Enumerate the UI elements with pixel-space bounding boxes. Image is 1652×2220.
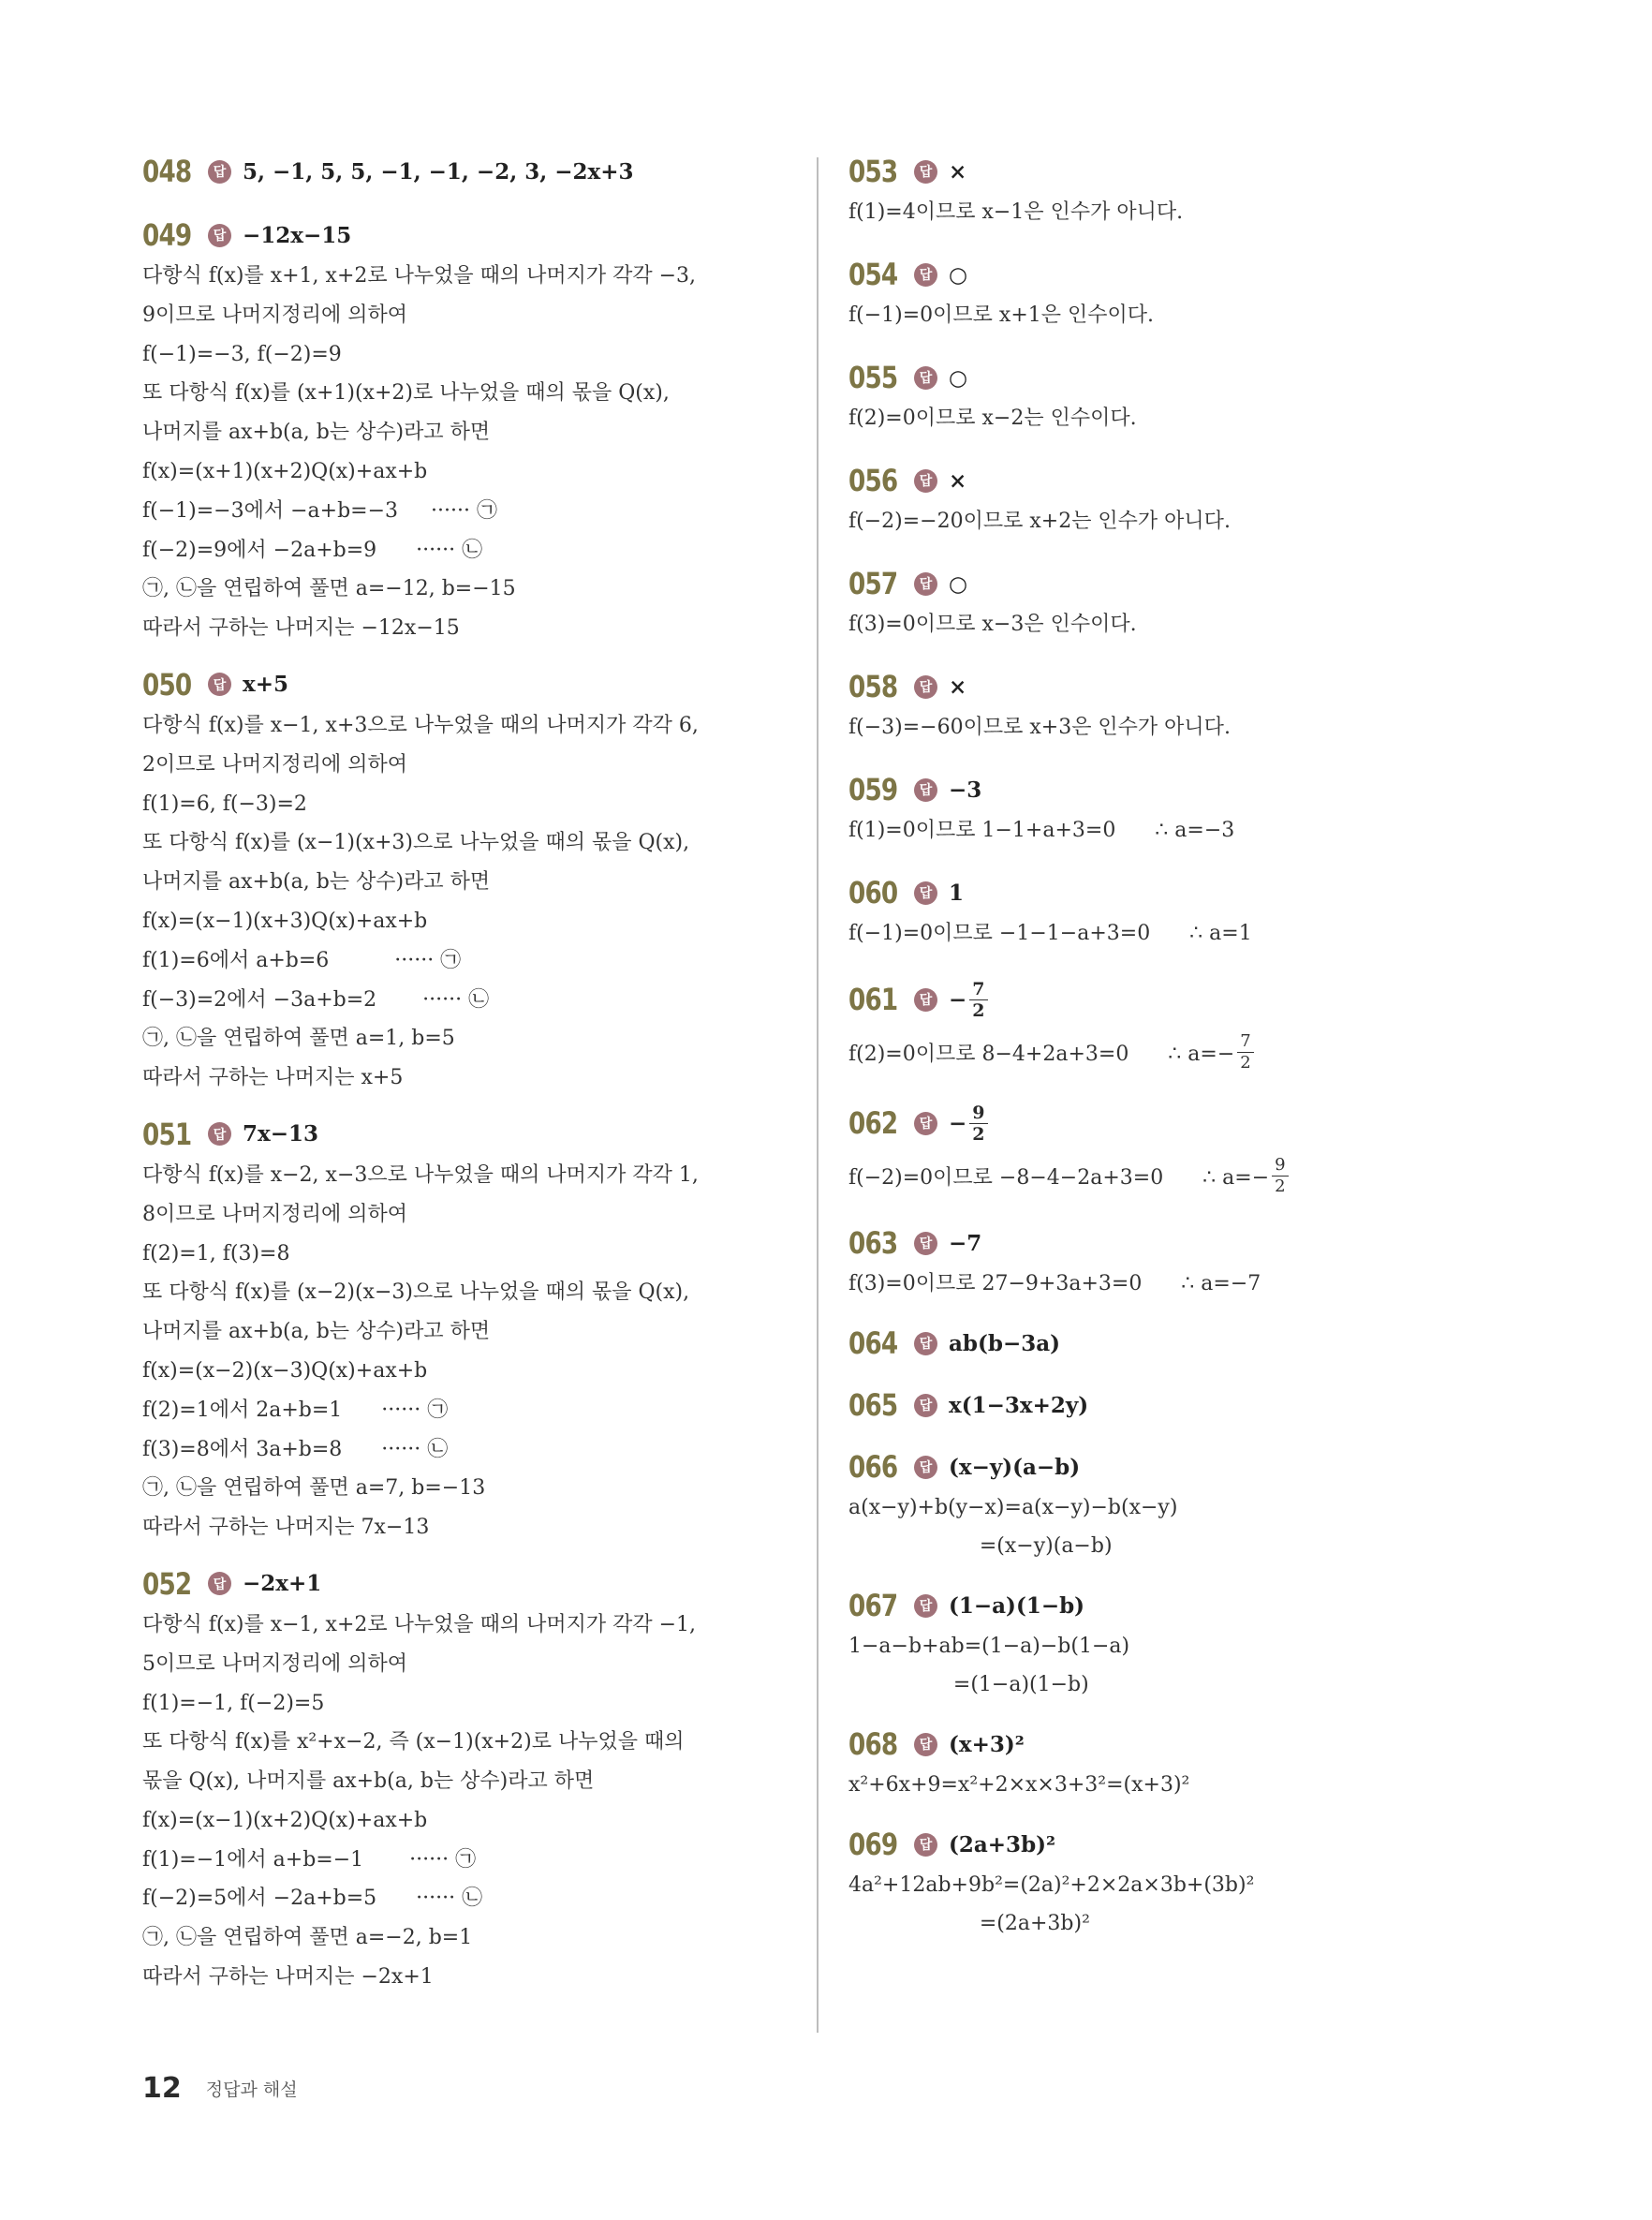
- solution-line: f(x)=(x−2)(x−3)Q(x)+ax+b: [142, 1358, 428, 1383]
- solution-text: [848, 1627, 1429, 1704]
- problem-number: 063: [848, 1225, 898, 1261]
- solution-line: f(x)=(x−1)(x+3)Q(x)+ax+b: [142, 909, 428, 933]
- solution-line: =(x−y)(a−b): [848, 1534, 1113, 1558]
- problem-number: 065: [848, 1387, 898, 1423]
- solution-line: f(1)=−1에서 a+b=−1 ······ ㉠: [142, 1847, 477, 1872]
- answer: −3: [949, 777, 982, 803]
- answer-tag-icon: 답: [208, 1572, 231, 1595]
- section-label: 정답과 해설: [205, 2079, 298, 2100]
- problem-number: 064: [848, 1325, 898, 1361]
- answer-tag-icon: 답: [914, 366, 937, 390]
- problem-number: 054: [848, 257, 898, 292]
- solution-line: 4a²+12ab+9b²=(2a)²+2×2a×3b+(3b)²: [848, 1873, 1255, 1897]
- problem-064: [848, 1322, 1429, 1365]
- answer-tag-icon: 답: [914, 778, 937, 802]
- solution-line: f(−1)=−3, f(−2)=9: [142, 342, 342, 366]
- solution-text: [142, 706, 798, 1098]
- solution-line: 다항식 f(x)를 x−2, x−3으로 나누었을 때의 나머지가 각각 1,: [142, 1162, 699, 1187]
- left-column: [142, 150, 798, 1997]
- column-divider: [817, 157, 819, 2033]
- answer: 1: [949, 880, 965, 906]
- answer-tag-icon: 답: [914, 675, 937, 699]
- solution-line: 따라서 구하는 나머지는 x+5: [142, 1066, 404, 1090]
- answer-fraction: [969, 1103, 987, 1145]
- answer-tag-icon: 답: [914, 160, 937, 184]
- answer-tag-icon: 답: [914, 469, 937, 493]
- problem-060: [848, 871, 1429, 953]
- fraction-denominator: 2: [1275, 1176, 1286, 1196]
- problem-number: 048: [142, 154, 192, 189]
- problem-069: [848, 1823, 1429, 1943]
- problem-063: [848, 1221, 1429, 1303]
- answer-tag-icon: 답: [208, 673, 231, 696]
- problem-number: 061: [848, 982, 898, 1017]
- solution-text: [142, 257, 798, 648]
- problem-052: [142, 1562, 798, 1997]
- solution-text: [848, 1866, 1429, 1943]
- answer: 7x−13: [243, 1121, 318, 1147]
- solution-text: [848, 1488, 1429, 1565]
- answer: ○: [949, 364, 968, 391]
- solution-line: 9이므로 나머지정리에 의하여: [142, 303, 408, 327]
- problem-059: [848, 768, 1429, 850]
- answer-tag-icon: 답: [914, 1833, 937, 1857]
- problem-061: [848, 974, 1429, 1079]
- solution-text: f(2)=0이므로 8−4+2a+3=0 ∴ a=−: [848, 1042, 1235, 1066]
- problem-number: 067: [848, 1588, 898, 1623]
- solution-line: f(−2)=5에서 −2a+b=5 ······ ㉡: [142, 1887, 483, 1911]
- solution-fraction: [1237, 1031, 1253, 1073]
- solution-line: ㉠, ㉡을 연립하여 풀면 a=1, b=5: [142, 1027, 455, 1051]
- problem-number: 056: [848, 463, 898, 498]
- answer: ○: [949, 261, 968, 288]
- problem-066: [848, 1445, 1429, 1565]
- solution-line: =(2a+3b)²: [848, 1912, 1090, 1935]
- answer-tag-icon: 답: [914, 1594, 937, 1618]
- problem-number: 053: [848, 154, 898, 189]
- solution-line: f(−1)=0이므로 −1−1−a+3=0 ∴ a=1: [848, 922, 1252, 945]
- answer: (1−a)(1−b): [949, 1592, 1085, 1619]
- solution-line: 따라서 구하는 나머지는 −2x+1: [142, 1965, 434, 1990]
- solution-line: [848, 1148, 1429, 1203]
- problem-number: 059: [848, 772, 898, 807]
- solution-fraction: [1272, 1155, 1288, 1197]
- answer: 5, −1, 5, 5, −1, −1, −2, 3, −2x+3: [243, 158, 634, 185]
- problem-054: [848, 253, 1429, 334]
- solution-line: f(3)=0이므로 x−3은 인수이다.: [848, 613, 1137, 636]
- answer: [949, 979, 988, 1021]
- solution-line: =(1−a)(1−b): [848, 1673, 1089, 1696]
- solution-line: 따라서 구하는 나머지는 7x−13: [142, 1516, 430, 1540]
- problem-058: [848, 665, 1429, 747]
- problem-065: [848, 1384, 1429, 1427]
- solution-line: ㉠, ㉡을 연립하여 풀면 a=7, b=−13: [142, 1476, 486, 1501]
- solution-line: f(−3)=−60이므로 x+3은 인수가 아니다.: [848, 716, 1231, 739]
- fraction-denominator: 2: [972, 999, 985, 1021]
- solution-line: 나머지를 ax+b(a, b는 상수)라고 하면: [142, 870, 491, 895]
- answer: ×: [949, 467, 967, 494]
- fraction-numerator: 7: [1237, 1031, 1253, 1053]
- solution-line: 다항식 f(x)를 x−1, x+2로 나누었을 때의 나머지가 각각 −1,: [142, 1612, 697, 1636]
- answer-tag-icon: 답: [914, 572, 937, 596]
- solution-line: f(3)=8에서 3a+b=8 ······ ㉡: [142, 1437, 449, 1461]
- problem-056: [848, 459, 1429, 540]
- solution-line: [848, 1025, 1429, 1079]
- answer-tag-icon: 답: [208, 224, 231, 247]
- answer: (x+3)²: [949, 1731, 1025, 1757]
- solution-text: [142, 1606, 798, 1997]
- answer-tag-icon: 답: [914, 1232, 937, 1255]
- answer: −7: [949, 1230, 982, 1256]
- solution-line: ㉠, ㉡을 연립하여 풀면 a=−12, b=−15: [142, 577, 516, 601]
- solution-line: f(2)=0이므로 x−2는 인수이다.: [848, 407, 1137, 430]
- problem-068: [848, 1723, 1429, 1804]
- answer: x(1−3x+2y): [949, 1392, 1089, 1418]
- answer-fraction: [969, 979, 987, 1021]
- problem-number: 069: [848, 1827, 898, 1862]
- fraction-numerator: 9: [1272, 1155, 1288, 1177]
- answer: ○: [949, 570, 968, 597]
- answer-tag-icon: 답: [914, 988, 937, 1012]
- answer-tag-icon: 답: [914, 1332, 937, 1355]
- solution-line: 나머지를 ax+b(a, b는 상수)라고 하면: [142, 1320, 491, 1344]
- answer: ab(b−3a): [949, 1330, 1061, 1356]
- answer: x+5: [243, 672, 288, 698]
- solution-line: f(1)=−1, f(−2)=5: [142, 1691, 325, 1715]
- answer-tag-icon: 답: [914, 263, 937, 287]
- answer-tag-icon: 답: [914, 1733, 937, 1756]
- solution-line: f(1)=0이므로 1−1+a+3=0 ∴ a=−3: [848, 819, 1235, 842]
- solution-line: f(x)=(x+1)(x+2)Q(x)+ax+b: [142, 459, 428, 483]
- answer: ×: [949, 158, 967, 185]
- solution-line: f(1)=6, f(−3)=2: [142, 792, 307, 816]
- solution-line: 8이므로 나머지정리에 의하여: [142, 1202, 408, 1226]
- problem-number: 049: [142, 217, 192, 253]
- problem-number: 066: [848, 1449, 898, 1485]
- problem-number: 058: [848, 669, 898, 704]
- problem-057: [848, 562, 1429, 644]
- solution-line: f(1)=6에서 a+b=6 ······ ㉠: [142, 948, 462, 972]
- problem-055: [848, 356, 1429, 437]
- solution-line: 또 다항식 f(x)를 (x+1)(x+2)로 나누었을 때의 몫을 Q(x),: [142, 381, 670, 406]
- solution-line: ㉠, ㉡을 연립하여 풀면 a=−2, b=1: [142, 1926, 473, 1950]
- problem-number: 052: [142, 1565, 192, 1602]
- solution-text: [142, 1156, 798, 1547]
- problem-050: [142, 663, 798, 1098]
- solution-line: 나머지를 ax+b(a, b는 상수)라고 하면: [142, 421, 491, 445]
- solution-line: f(−2)=9에서 −2a+b=9 ······ ㉡: [142, 538, 483, 562]
- solution-line: 몫을 Q(x), 나머지를 ax+b(a, b는 상수)라고 하면: [142, 1769, 595, 1794]
- problem-051: [142, 1113, 798, 1547]
- problem-number: 068: [848, 1726, 898, 1762]
- problem-number: 050: [142, 666, 192, 703]
- answer-sign: −: [949, 986, 967, 1013]
- answer: −2x+1: [243, 1571, 322, 1597]
- problem-062: [848, 1098, 1429, 1203]
- solution-line: 다항식 f(x)를 x−1, x+3으로 나누었을 때의 나머지가 각각 6,: [142, 713, 699, 737]
- solution-line: f(−3)=2에서 −3a+b=2 ······ ㉡: [142, 987, 490, 1012]
- problem-number: 062: [848, 1105, 898, 1141]
- solution-line: 또 다항식 f(x)를 (x−2)(x−3)으로 나누었을 때의 몫을 Q(x),: [142, 1280, 690, 1305]
- answer-tag-icon: 답: [914, 1456, 937, 1479]
- solution-line: f(−1)=0이므로 x+1은 인수이다.: [848, 303, 1155, 327]
- answer: (2a+3b)²: [949, 1831, 1056, 1857]
- answer: (x−y)(a−b): [949, 1454, 1081, 1480]
- answer-tag-icon: 답: [914, 881, 937, 905]
- solution-text: f(−2)=0이므로 −8−4−2a+3=0 ∴ a=−: [848, 1165, 1270, 1190]
- solution-line: 따라서 구하는 나머지는 −12x−15: [142, 616, 460, 641]
- problem-number: 055: [848, 360, 898, 395]
- page-number: 12: [142, 2072, 182, 2105]
- problem-number: 051: [142, 1116, 192, 1152]
- problem-067: [848, 1584, 1429, 1704]
- solution-line: a(x−y)+b(y−x)=a(x−y)−b(x−y): [848, 1496, 1178, 1519]
- fraction-denominator: 2: [972, 1123, 985, 1145]
- problem-049: [142, 214, 798, 648]
- solution-line: f(x)=(x−1)(x+2)Q(x)+ax+b: [142, 1808, 428, 1832]
- solution-line: f(−2)=−20이므로 x+2는 인수가 아니다.: [848, 510, 1231, 533]
- solution-line: 다항식 f(x)를 x+1, x+2로 나누었을 때의 나머지가 각각 −3,: [142, 264, 697, 288]
- answer-tag-icon: 답: [208, 160, 231, 184]
- page-footer: [142, 2072, 298, 2105]
- answer: −12x−15: [243, 222, 352, 248]
- right-column: [848, 150, 1429, 1943]
- solution-line: f(2)=1에서 2a+b=1 ······ ㉠: [142, 1398, 449, 1422]
- solution-line: 또 다항식 f(x)를 (x−1)(x+3)으로 나누었을 때의 몫을 Q(x),: [142, 831, 690, 855]
- answer-tag-icon: 답: [208, 1122, 231, 1146]
- fraction-numerator: 9: [969, 1103, 987, 1124]
- solution-line: 5이므로 나머지정리에 의하여: [142, 1651, 408, 1676]
- answer: ×: [949, 673, 967, 700]
- solution-line: f(−1)=−3에서 −a+b=−3 ······ ㉠: [142, 498, 497, 523]
- solution-line: x²+6x+9=x²+2×x×3+3²=(x+3)²: [848, 1773, 1190, 1797]
- solution-line: f(3)=0이므로 27−9+3a+3=0 ∴ a=−7: [848, 1272, 1261, 1295]
- answer-sign: −: [949, 1110, 967, 1136]
- solution-line: f(2)=1, f(3)=8: [142, 1241, 290, 1265]
- problem-048: [142, 150, 798, 193]
- fraction-denominator: 2: [1240, 1052, 1251, 1073]
- answer: [949, 1103, 988, 1145]
- solution-line: f(1)=4이므로 x−1은 인수가 아니다.: [848, 200, 1184, 224]
- fraction-numerator: 7: [969, 979, 987, 1000]
- problem-number: 057: [848, 566, 898, 601]
- problem-053: [848, 150, 1429, 231]
- solution-line: 2이므로 나머지정리에 의하여: [142, 752, 408, 777]
- answer-tag-icon: 답: [914, 1394, 937, 1417]
- solution-line: 1−a−b+ab=(1−a)−b(1−a): [848, 1635, 1130, 1658]
- answer-tag-icon: 답: [914, 1112, 937, 1135]
- solution-line: 또 다항식 f(x)를 x²+x−2, 즉 (x−1)(x+2)로 나누었을 때의: [142, 1730, 685, 1754]
- problem-number: 060: [848, 875, 898, 910]
